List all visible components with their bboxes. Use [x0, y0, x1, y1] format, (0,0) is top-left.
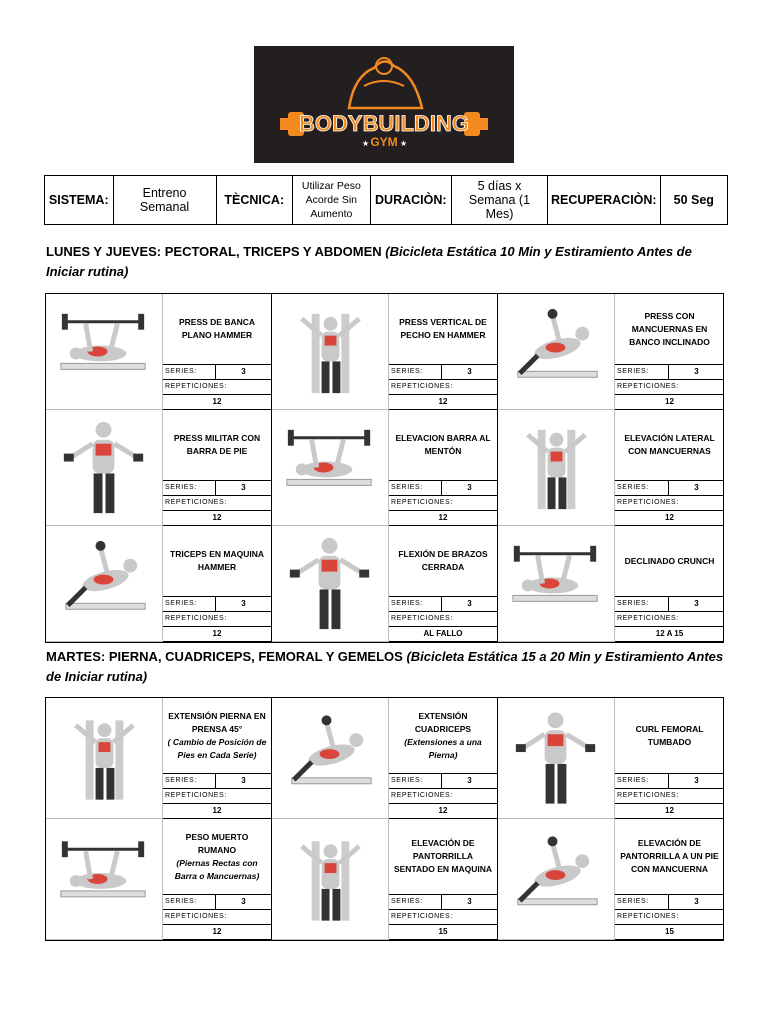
- exercise-name: PRESS VERTICAL DE PECHO EN HAMMER: [399, 317, 487, 340]
- section2-title: MARTES: PIERNA, CUADRICEPS, FEMORAL Y GEMELOS: [46, 649, 407, 664]
- sistema-value: Entreno Semanal: [113, 176, 216, 225]
- exercise-name: EXTENSIÓN CUADRICEPS: [414, 710, 472, 734]
- seated-calf-raise-icon: [272, 819, 389, 940]
- exercise-name-block: [615, 526, 724, 596]
- section2-note: (Bicicleta Estática 15 a 20 Min y Estiramiento Antes de Iniciar rutina): [46, 649, 724, 684]
- military-press-icon: [46, 410, 163, 526]
- svg-text:★: ★: [362, 139, 370, 148]
- reps-label-row: [389, 788, 497, 803]
- exercise-card: [615, 294, 724, 410]
- exercise-name: CURL FEMORAL TUMBADO: [635, 723, 704, 747]
- series-value: 3: [441, 895, 497, 909]
- reps-label: REPETICIONES:: [391, 615, 453, 622]
- series-row: [163, 596, 271, 611]
- reps-label: REPETICIONES:: [165, 615, 227, 622]
- reps-label-row: [615, 788, 724, 803]
- exercise-name-block: [163, 698, 271, 773]
- exercise-note: (Piernas Rectas con Barra o Mancuernas): [174, 857, 260, 881]
- series-label: SERIES:: [391, 368, 423, 375]
- reps-value: 12: [438, 806, 448, 815]
- exercise-note: (Extensiones a una Pierna): [404, 736, 482, 760]
- exercise-card: [163, 294, 272, 410]
- gym-logo: [254, 46, 514, 163]
- leg-extension-icon: [272, 698, 389, 819]
- reps-value-row: [615, 394, 724, 409]
- exercise-name: ELEVACIÓN LATERAL CON MANCUERNAS: [624, 433, 715, 456]
- series-row: [163, 894, 271, 909]
- series-value: 3: [215, 774, 271, 788]
- reps-label-row: [615, 611, 724, 626]
- exercise-card: [615, 410, 724, 526]
- series-row: [389, 773, 497, 788]
- reps-value-row: [163, 803, 271, 818]
- reps-label: REPETICIONES:: [391, 499, 453, 506]
- series-value: 3: [441, 597, 497, 611]
- leg-press-icon: [46, 698, 163, 819]
- exercise-card: [615, 698, 724, 819]
- sistema-label: SISTEMA:: [45, 176, 114, 225]
- bodybuilder-logo-icon: [254, 46, 514, 163]
- series-row: [615, 773, 724, 788]
- reps-value: 12: [665, 513, 674, 522]
- recuperacion-value: 50 Seg: [660, 176, 727, 225]
- exercise-name-block: [615, 698, 724, 773]
- reps-label-row: [389, 379, 497, 394]
- reps-label-row: [389, 909, 497, 924]
- bench-press-icon: [46, 294, 163, 410]
- series-label: SERIES:: [617, 898, 649, 905]
- exercise-name: PRESS MILITAR CON BARRA DE PIE: [173, 433, 261, 456]
- reps-label: REPETICIONES:: [391, 383, 453, 390]
- series-row: [389, 480, 497, 495]
- section1-title: LUNES Y JUEVES: PECTORAL, TRICEPS Y ABDOMEN: [46, 244, 386, 259]
- series-label: SERIES:: [617, 600, 649, 607]
- romanian-deadlift-icon: [46, 819, 163, 940]
- series-row: [389, 364, 497, 379]
- exercise-name-block: [615, 410, 724, 480]
- section1-heading: [46, 242, 726, 282]
- reps-label-row: [163, 379, 271, 394]
- section1-note: (Bicicleta Estática 10 Min y Estiramiento Antes de Iniciar rutina): [46, 244, 692, 279]
- exercise-name: EXTENSIÓN PIERNA EN PRENSA 45°: [168, 710, 266, 734]
- reps-label: REPETICIONES:: [617, 499, 679, 506]
- reps-value-row: [389, 394, 497, 409]
- section2-exercise-grid: [45, 697, 724, 941]
- series-label: SERIES:: [617, 368, 649, 375]
- svg-text:BODYBUILDING: BODYBUILDING: [299, 111, 469, 136]
- exercise-name: FLEXIÓN DE BRAZOS CERRADA: [398, 549, 488, 572]
- reps-value: 15: [665, 927, 674, 936]
- tecnica-label: TÈCNICA:: [216, 176, 292, 225]
- reps-value-row: [389, 626, 497, 641]
- series-row: [163, 364, 271, 379]
- series-value: 3: [215, 597, 271, 611]
- reps-label: REPETICIONES:: [391, 913, 453, 920]
- series-value: 3: [441, 774, 497, 788]
- exercise-card: [389, 819, 498, 940]
- lateral-raise-icon: [498, 410, 615, 526]
- series-value: 3: [215, 481, 271, 495]
- upright-row-icon: [272, 410, 389, 526]
- reps-label-row: [615, 379, 724, 394]
- exercise-name-block: [163, 526, 271, 596]
- reps-value: 12: [212, 513, 222, 522]
- series-label: SERIES:: [617, 484, 649, 491]
- reps-label-row: [163, 909, 271, 924]
- reps-value-row: [389, 510, 497, 525]
- exercise-name-block: [163, 819, 271, 894]
- reps-value: 12: [438, 513, 448, 522]
- svg-text:GYM: GYM: [370, 135, 398, 149]
- exercise-name: PRESS DE BANCA PLANO HAMMER: [178, 317, 256, 340]
- series-value: 3: [668, 895, 724, 909]
- exercise-name: TRICEPS EN MAQUINA HAMMER: [170, 549, 264, 572]
- reps-value-row: [615, 626, 724, 641]
- exercise-card: [389, 698, 498, 819]
- exercise-name-block: [389, 698, 497, 773]
- series-row: [163, 480, 271, 495]
- reps-value: 12: [212, 397, 222, 406]
- reps-label-row: [389, 495, 497, 510]
- exercise-card: [163, 526, 272, 642]
- exercise-name-block: [389, 526, 497, 596]
- exercise-card: [389, 526, 498, 642]
- incline-dumbbell-press-icon: [498, 294, 615, 410]
- reps-value: 12: [665, 806, 674, 815]
- series-row: [389, 596, 497, 611]
- close-pushup-icon: [272, 526, 389, 642]
- reps-label: REPETICIONES:: [165, 913, 227, 920]
- reps-label: REPETICIONES:: [617, 615, 679, 622]
- reps-value-row: [163, 394, 271, 409]
- reps-label: REPETICIONES:: [617, 383, 679, 390]
- lying-leg-curl-icon: [498, 698, 615, 819]
- section2-heading: [46, 647, 726, 687]
- series-label: SERIES:: [165, 777, 197, 784]
- series-value: 3: [668, 481, 724, 495]
- reps-value-row: [389, 924, 497, 939]
- duracion-label: DURACIÒN:: [370, 176, 451, 225]
- reps-value: 12 A 15: [655, 629, 684, 638]
- recuperacion-label: RECUPERACIÒN:: [548, 176, 661, 225]
- exercise-name-block: [163, 410, 271, 480]
- reps-label: REPETICIONES:: [391, 792, 453, 799]
- exercise-name-block: [389, 294, 497, 364]
- reps-value-row: [615, 924, 724, 939]
- series-value: 3: [441, 365, 497, 379]
- reps-label-row: [615, 909, 724, 924]
- reps-value-row: [389, 803, 497, 818]
- reps-label-row: [163, 495, 271, 510]
- reps-label: REPETICIONES:: [165, 383, 227, 390]
- series-row: [615, 480, 724, 495]
- reps-value-row: [615, 510, 724, 525]
- series-label: SERIES:: [391, 898, 423, 905]
- decline-crunch-icon: [498, 526, 615, 642]
- reps-value-row: [615, 803, 724, 818]
- exercise-card: [163, 698, 272, 819]
- reps-label-row: [389, 611, 497, 626]
- series-row: [163, 773, 271, 788]
- exercise-name: DECLINADO CRUNCH: [624, 555, 715, 566]
- chest-press-machine-icon: [272, 294, 389, 410]
- exercise-name-block: [163, 294, 271, 364]
- tecnica-value: Utilizar Peso Acorde Sin Aumento: [293, 176, 371, 225]
- exercise-name-block: [389, 819, 497, 894]
- single-leg-calf-raise-icon: [498, 819, 615, 940]
- series-value: 3: [668, 774, 724, 788]
- exercise-card: [615, 526, 724, 642]
- reps-value: 12: [438, 397, 448, 406]
- reps-value: AL FALLO: [423, 629, 463, 638]
- series-label: SERIES:: [165, 368, 197, 375]
- triceps-machine-icon: [46, 526, 163, 642]
- reps-label: REPETICIONES:: [165, 792, 227, 799]
- reps-value: 15: [438, 927, 448, 936]
- reps-label-row: [163, 788, 271, 803]
- reps-label-row: [615, 495, 724, 510]
- duracion-value: 5 días x Semana (1 Mes): [451, 176, 547, 225]
- exercise-card: [163, 410, 272, 526]
- series-value: 3: [668, 597, 724, 611]
- reps-value-row: [163, 924, 271, 939]
- series-label: SERIES:: [165, 600, 197, 607]
- series-row: [615, 894, 724, 909]
- series-row: [615, 364, 724, 379]
- exercise-name-block: [615, 819, 724, 894]
- reps-value: 12: [212, 927, 222, 936]
- reps-label: REPETICIONES:: [617, 792, 679, 799]
- reps-value: 12: [212, 629, 222, 638]
- exercise-name: ELEVACION BARRA AL MENTÓN: [395, 433, 491, 456]
- exercise-name: PESO MUERTO RUMANO: [185, 831, 249, 855]
- exercise-name-block: [389, 410, 497, 480]
- exercise-card: [389, 294, 498, 410]
- series-label: SERIES:: [165, 484, 197, 491]
- svg-text:★: ★: [400, 139, 408, 148]
- series-label: SERIES:: [391, 777, 423, 784]
- series-label: SERIES:: [391, 484, 423, 491]
- section1-exercise-grid: [45, 293, 724, 643]
- reps-label-row: [163, 611, 271, 626]
- reps-value: 12: [212, 806, 222, 815]
- exercise-name: PRESS CON MANCUERNAS EN BANCO INCLINADO: [629, 310, 710, 347]
- reps-value-row: [163, 510, 271, 525]
- exercise-name: ELEVACIÓN DE PANTORRILLA SENTADO EN MAQUINA: [393, 838, 493, 874]
- series-value: 3: [441, 481, 497, 495]
- reps-label: REPETICIONES:: [165, 499, 227, 506]
- routine-info-table: [44, 175, 728, 225]
- series-row: [615, 596, 724, 611]
- series-label: SERIES:: [165, 898, 197, 905]
- reps-label: REPETICIONES:: [617, 913, 679, 920]
- series-value: 3: [215, 895, 271, 909]
- exercise-note: ( Cambio de Posición de Pies en Cada Serie): [167, 736, 267, 760]
- reps-value-row: [163, 626, 271, 641]
- exercise-name: ELEVACIÓN DE PANTORRILLA A UN PIE CON MANCUERNA: [620, 838, 719, 874]
- exercise-card: [389, 410, 498, 526]
- reps-value: 12: [665, 397, 674, 406]
- exercise-card: [163, 819, 272, 940]
- series-value: 3: [668, 365, 724, 379]
- exercise-name-block: [615, 294, 724, 364]
- series-label: SERIES:: [391, 600, 423, 607]
- series-row: [389, 894, 497, 909]
- exercise-card: [615, 819, 724, 940]
- series-value: 3: [215, 365, 271, 379]
- series-label: SERIES:: [617, 777, 649, 784]
